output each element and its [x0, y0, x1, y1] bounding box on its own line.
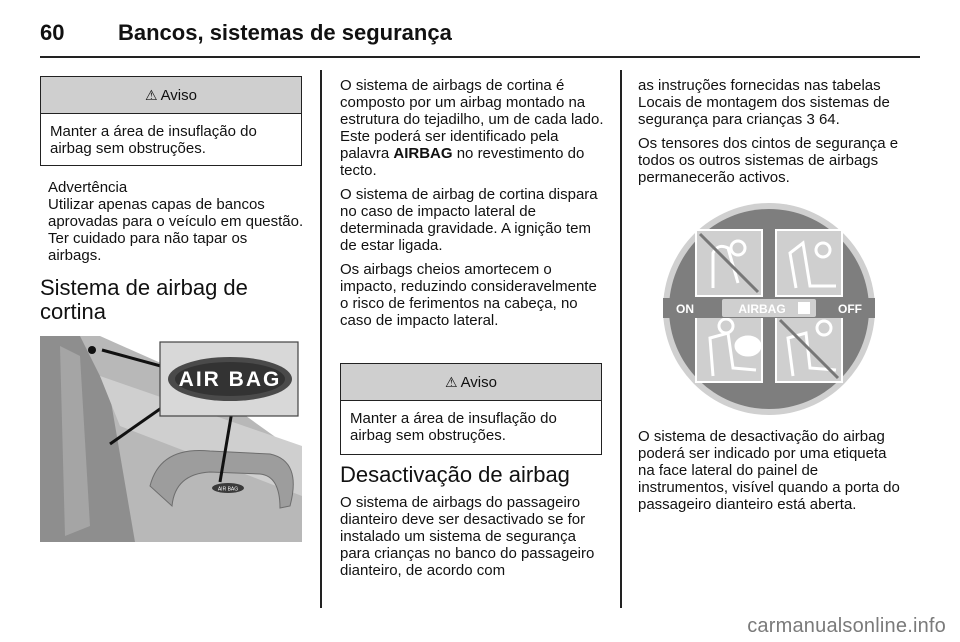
- warning-header: [41, 77, 301, 114]
- column-3-text: [638, 77, 902, 193]
- warning-box-1: [40, 76, 302, 166]
- page-header: [40, 12, 920, 56]
- warning-triangle-icon: ⚠: [145, 87, 158, 103]
- airbag-label-figure: [638, 198, 900, 420]
- warning-box-2: [340, 363, 602, 455]
- section-heading-deactivation: Desactivação de airbag: [340, 462, 570, 487]
- paragraph-curtain-description: [340, 77, 605, 179]
- paragraph-indicator-label: O sistema de desactivação do airbag poderá ser indicado por uma etiqueta na face lateral do painel de instrumentos, visível quando a porta do passageiro dianteiro está aberta.: [638, 428, 900, 513]
- section-heading-curtain: Sistema de airbag de cortina: [40, 275, 248, 324]
- warning-label: Aviso: [460, 373, 497, 391]
- page-title: Bancos, sistemas de segurança: [118, 20, 452, 45]
- page-reference-arrow-icon: 3: [806, 111, 815, 128]
- paragraph-curtain-trigger: O sistema de airbag de cortina dispara no caso de impacto lateral de determinada gravidade. A ignição tem de estar ligada.: [340, 186, 598, 254]
- note-block: [48, 179, 304, 264]
- on-label: ON: [676, 302, 694, 316]
- note-title: Advertência: [48, 179, 128, 196]
- paragraph-part: no revestimento do tecto.: [340, 145, 585, 179]
- column-2-text: [340, 77, 605, 336]
- airbag-label: AIRBAG: [738, 302, 786, 316]
- inset-airbag-label: AIR BAG: [178, 368, 282, 391]
- curtain-airbag-figure: [40, 336, 302, 542]
- note-text: Utilizar apenas capas de bancos aprovadas para o veículo em questão. Ter cuidado para não tapar os airbags.: [48, 196, 304, 264]
- warning-text: Manter a área de insuflação do airbag sem obstruções.: [350, 410, 557, 444]
- column-divider-1: [320, 70, 322, 608]
- warning-header: [341, 364, 601, 401]
- watermark: carmanualsonline.info: [747, 615, 946, 637]
- airbag-keyword: AIRBAG: [393, 145, 453, 162]
- warning-text: Manter a área de insuflação do airbag sem obstruções.: [50, 123, 257, 157]
- small-airbag-label: AIR BAG: [217, 486, 239, 493]
- paragraph-deactivation: O sistema de airbags do passageiro dianteiro deve ser desactivado se for instalado um sistema de segurança para crianças no banco do passageiro dianteiro, de acordo com: [340, 494, 595, 579]
- warning-triangle-icon: ⚠: [445, 374, 458, 390]
- off-label: OFF: [838, 302, 862, 316]
- column-divider-2: [620, 70, 622, 608]
- paragraph-curtain-effect: Os airbags cheios amortecem o impacto, reduzindo consideravelmente o risco de ferimentos na cabeça, no caso de impacto lateral.: [340, 261, 597, 329]
- paragraph-part: as instruções fornecidas nas tabelas Locais de montagem dos sistemas de segurança para crianças: [638, 77, 890, 128]
- warning-label: Aviso: [160, 86, 197, 104]
- paragraph-part: 64.: [814, 111, 840, 128]
- page-number: 60: [40, 20, 65, 45]
- header-rule: [40, 56, 920, 58]
- paragraph-tensioners: Os tensores dos cintos de segurança e todos os outros sistemas de airbags permanecerão activos.: [638, 135, 899, 186]
- paragraph-instructions: [638, 77, 902, 128]
- paragraph-part: O sistema de airbags de cortina é composto por um airbag montado na estrutura do tejadilho, um de cada lado. Este poderá ser identificado pela palavra: [340, 77, 604, 162]
- seat-icon: [798, 302, 810, 314]
